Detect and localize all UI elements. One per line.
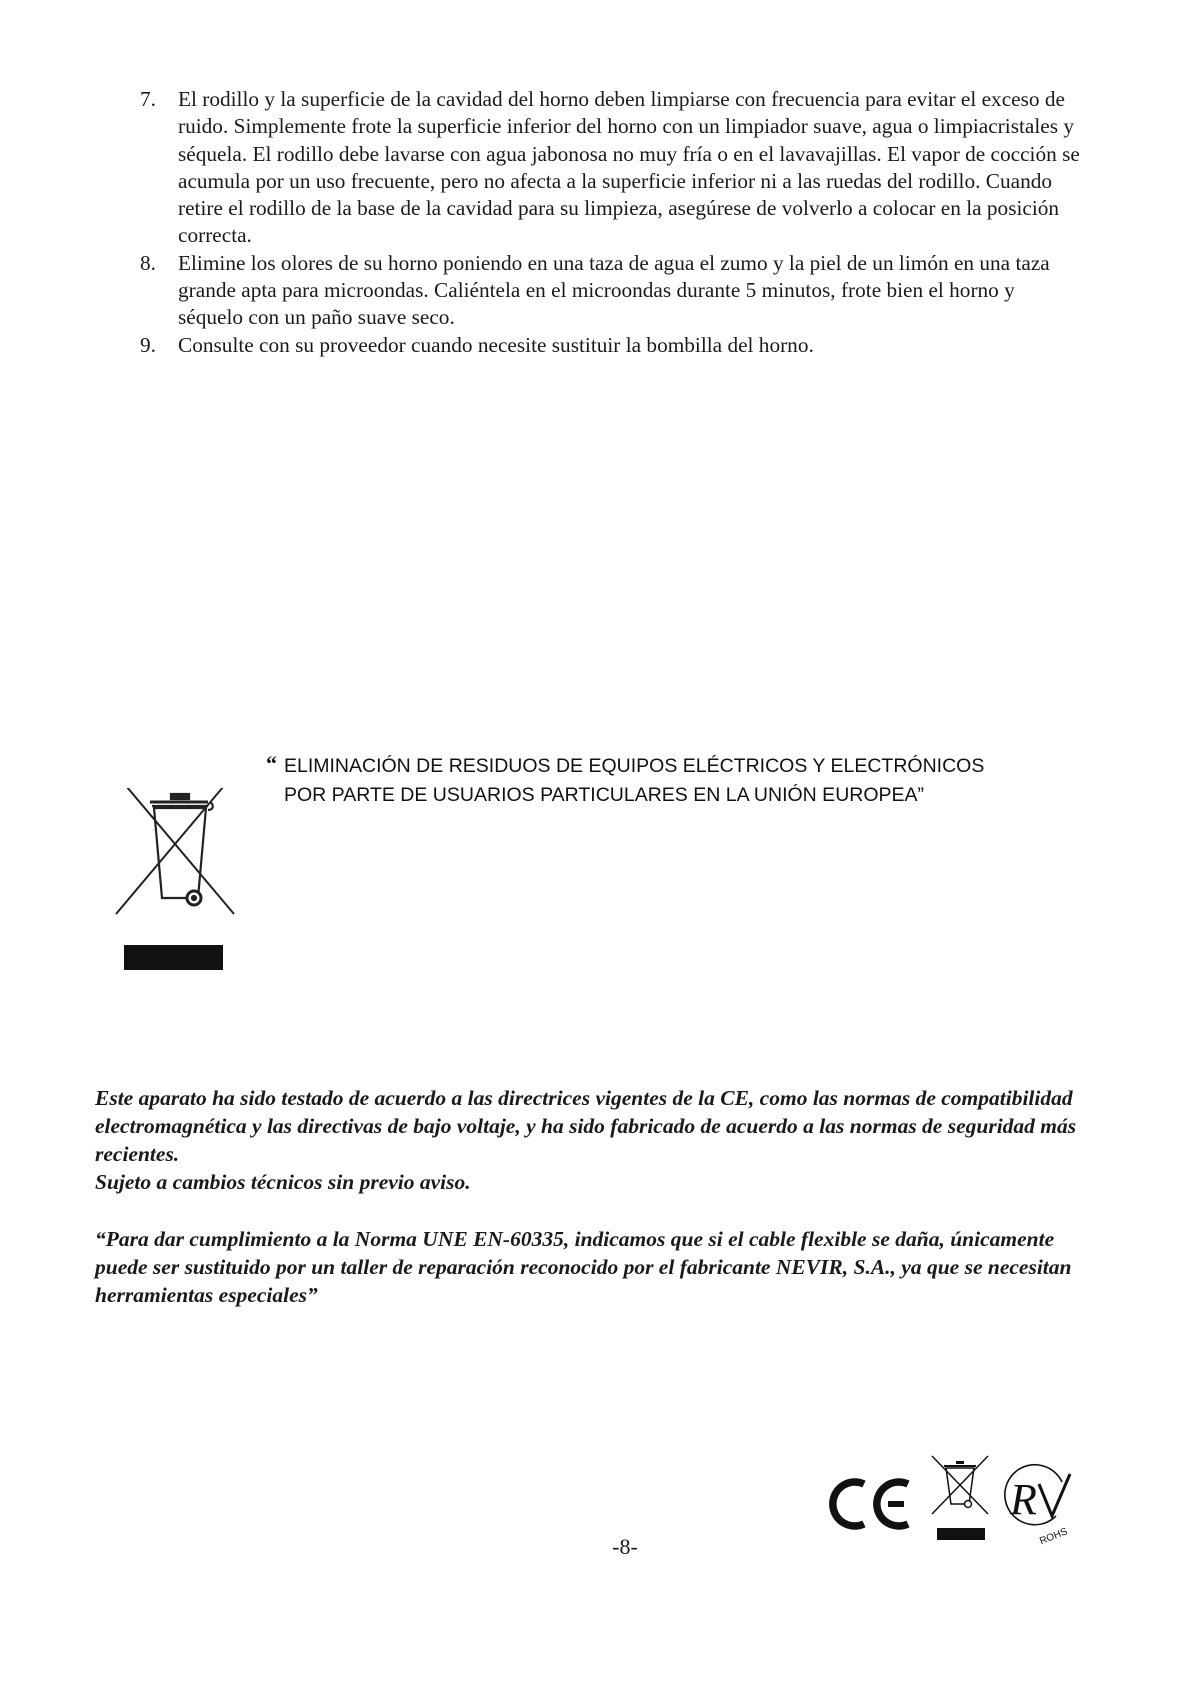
weee-heading-text: ELIMINACIÓN DE RESIDUOS DE EQUIPOS ELÉCTRICOS Y ELECTRÓNICOS POR PARTE DE USUARIOS PARTICULARES EN LA UNIÓN EUROPEA”	[284, 755, 985, 806]
weee-heading	[266, 752, 1026, 810]
list-item-text: Consulte con su proveedor cuando necesite sustituir la bombilla del horno.	[178, 332, 814, 357]
rohs-label: ROHS	[1038, 1526, 1070, 1548]
ce-compliance-text: Este aparato ha sido testado de acuerdo a las directrices vigentes de la CE, como las normas de compatibilidad electromagnética y las directivas de bajo voltaje, y ha sido fabricado de acuerdo a las normas de seguridad más recientes.	[95, 1086, 1077, 1166]
une-norm-notice	[95, 1225, 1095, 1309]
ce-mark-icon	[833, 1482, 908, 1526]
list-item-number: 8.	[140, 250, 156, 275]
page-number: -8-	[612, 1534, 638, 1559]
list-item	[140, 332, 1080, 359]
une-norm-text: “Para dar cumplimiento a la Norma UNE EN-60335, indicamos que si el cable flexible se daña, únicamente puede ser sustituido por un taller de reparación reconocido por el fabricante NEVIR, S.A., ya que se necesitan herramientas especiales”	[95, 1227, 1072, 1307]
cleaning-instructions-list	[140, 86, 1080, 359]
rohs-r-glyph: R	[1010, 1475, 1037, 1524]
list-item-text: Elimine los olores de su horno poniendo en una taza de agua el zumo y la piel de un limón en una taza grande apta para microondas. Caliéntela en el microondas durante 5 minutos, frote bien el horno y séquelo con un paño suave seco.	[178, 250, 1050, 330]
opening-quote: “	[266, 751, 277, 776]
crossed-bin-icon	[932, 1456, 988, 1540]
list-item	[140, 86, 1080, 250]
list-item	[140, 250, 1080, 332]
technical-changes-text: Sujeto a cambios técnicos sin previo aviso.	[95, 1170, 471, 1194]
rohs-icon	[1005, 1465, 1070, 1548]
certification-marks	[824, 1452, 1084, 1552]
ce-compliance-notice	[95, 1084, 1095, 1196]
list-item-number: 9.	[140, 332, 156, 357]
list-item-number: 7.	[140, 87, 156, 111]
crossed-bin-icon	[114, 788, 238, 972]
list-item-text: El rodillo y la superficie de la cavidad del horno deben limpiarse con frecuencia para evitar el exceso de ruido. Simplemente frote la superficie inferior del horno con un limpiador suave, agua o limpiacristales y séquela. El rodillo debe lavarse con agua jabonosa no muy fría o en el lavavajillas. El vapor de cocción se acumula por un uso frecuente, pero no afecta a la superficie inferior ni a las ruedas del rodillo. Cuando retire el rodillo de la base de la cavidad para su limpieza, asegúrese de volverlo a colocar en la posición correcta.	[178, 87, 1080, 248]
